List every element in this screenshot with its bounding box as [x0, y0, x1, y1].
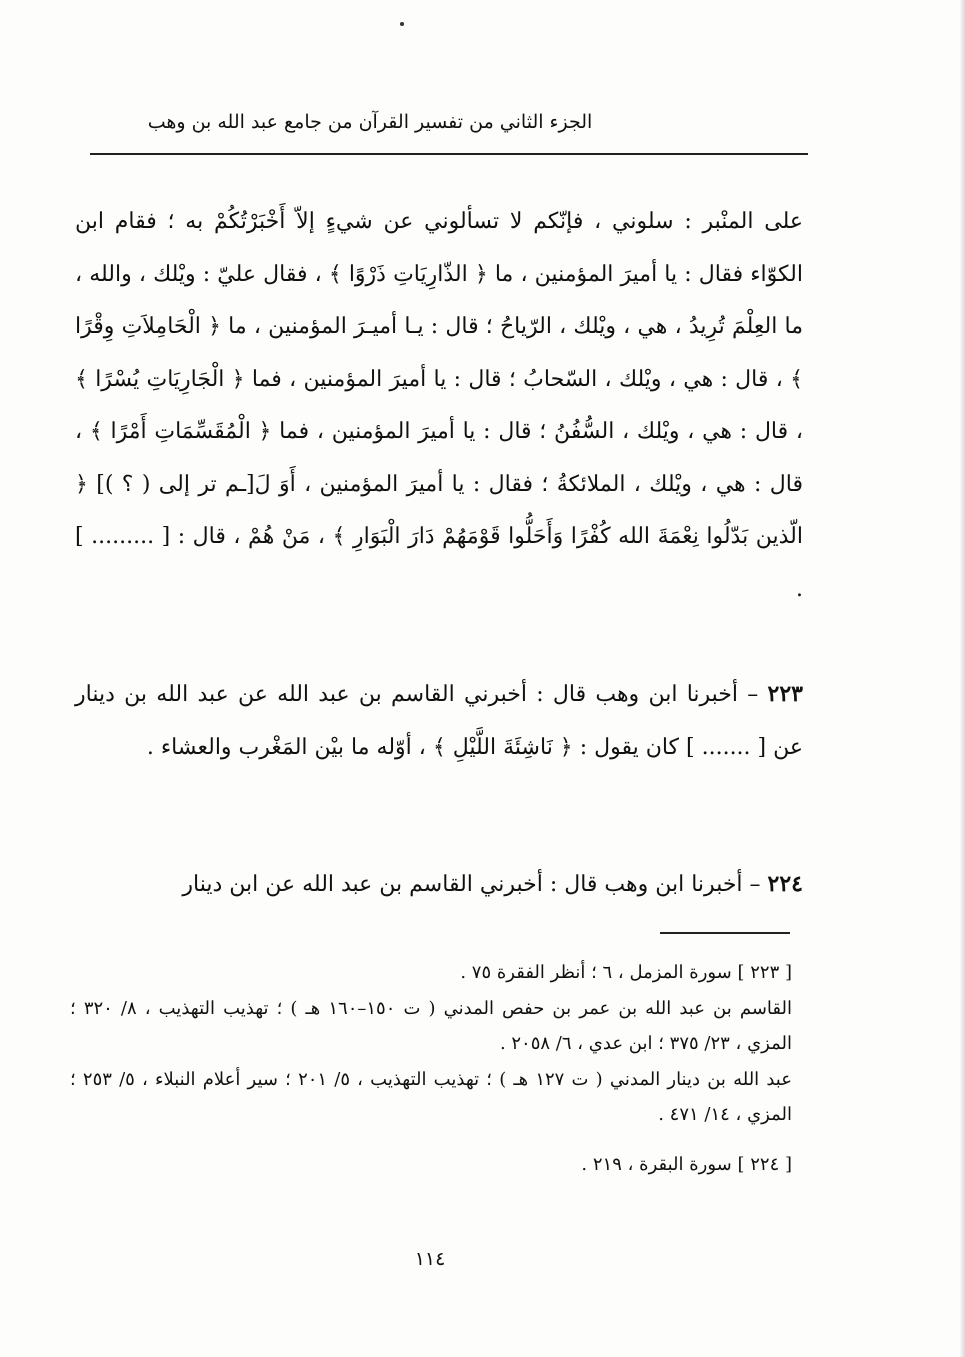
- paragraph-223-text: – أخبرنا ابن وهب قال : أخبرني القاسم بن عبد الله عن عبد الله بن دينار عن [ ....... ] كان يقول : ﴿ نَاشِئَةَ اللَّيْلِ ﴾ ، أوّله ما بيْن المَغْرب والعشاء .: [75, 682, 803, 760]
- footnotes: [70, 955, 792, 1182]
- scan-dot: [400, 22, 404, 26]
- footnote-gap: [70, 1133, 792, 1147]
- paragraph-number-223: ٢٢٣: [767, 681, 803, 707]
- page-number: ١١٤: [414, 1248, 446, 1270]
- running-header: الجزء الثاني من تفسير القرآن من جامع عبد الله بن وهب: [147, 111, 593, 133]
- scan-edge-shadow: [959, 0, 965, 1357]
- main-paragraph: على المنْبر : سلوني ، فإنّكم لا تسألوني عن شيءٍ إلاّ أَخْبَرْتُكُمْ به ؛ فقام ابن الكوّاء فقال : يا أميرَ المؤمنين ، ما ﴿ الذّارِيَاتِ ذَرْوًا ﴾ ، فقال عليّ : ويْلك ، والله ، ما العِلْمَ تُرِيدُ ، هي ، ويْلك ، الرّياحُ ؛ قال : يـا أميـرَ المؤمنين ، ما ﴿ الْحَامِلاَتِ وِقْرًا ﴾ ، قال : هي ، ويْلك ، السّحابُ ؛ قال : يا أميرَ المؤمنين ، فما ﴿ الْجَارِيَاتِ يُسْرًا ﴾ ، قال : هي ، ويْلك ، السُّفُنُ ؛ قال : يا أميرَ المؤمنين ، فما ﴿ الْمُقَسِّمَاتِ أَمْرًا ﴾ ، قال : هي ، ويْلك ، الملائكةُ ؛ فقال : يا أميرَ المؤمنين ، أَوَ لَ[ـم تر إلى ( ؟ )] ﴿ الّذين بَدّلُوا نِعْمَةَ الله كُفْرًا وَأَحَلُّوا قَوْمَهُمْ دَارَ الْبَوَارِ ﴾ ، مَنْ هُمْ ، قال : [ ......... ] .: [75, 209, 803, 602]
- footnote-223-abdallah: عبد الله بن دينار المدني ( ت ١٢٧ هـ ) ؛ تهذيب التهذيب ، ٥/ ٢٠١ ؛ سير أعلام النبلاء ، ٥/ ٢٥٣ ؛ المزي ، ١٤/ ٤٧١ .: [70, 1068, 792, 1125]
- footnote-223-reference: [ ٢٢٣ ] سورة المزمل ، ٦ ؛ أنظر الفقرة ٧٥ .: [460, 962, 792, 983]
- footnote-223-qasim: القاسم بن عبد الله بن عمر بن حفص المدني ( ت ١٥٠–١٦٠ هـ ) ؛ تهذيب التهذيب ، ٨/ ٣٢٠ ؛ المزي ، ٢٣/ ٣٧٥ ؛ ابن عدي ، ٦/ ٢٠٥٨ .: [70, 997, 792, 1054]
- paragraph-number-224: ٢٢٤: [767, 871, 803, 897]
- header-rule: [90, 153, 808, 155]
- paragraph-224: [75, 858, 803, 912]
- paragraph-224-text: – أخبرنا ابن وهب قال : أخبرني القاسم بن عبد الله عن ابن دينار: [182, 872, 761, 897]
- paragraph-223: [75, 668, 803, 774]
- footnote-rule: [660, 932, 790, 934]
- footnote-224-reference: [ ٢٢٤ ] سورة البقرة ، ٢١٩ .: [581, 1153, 792, 1175]
